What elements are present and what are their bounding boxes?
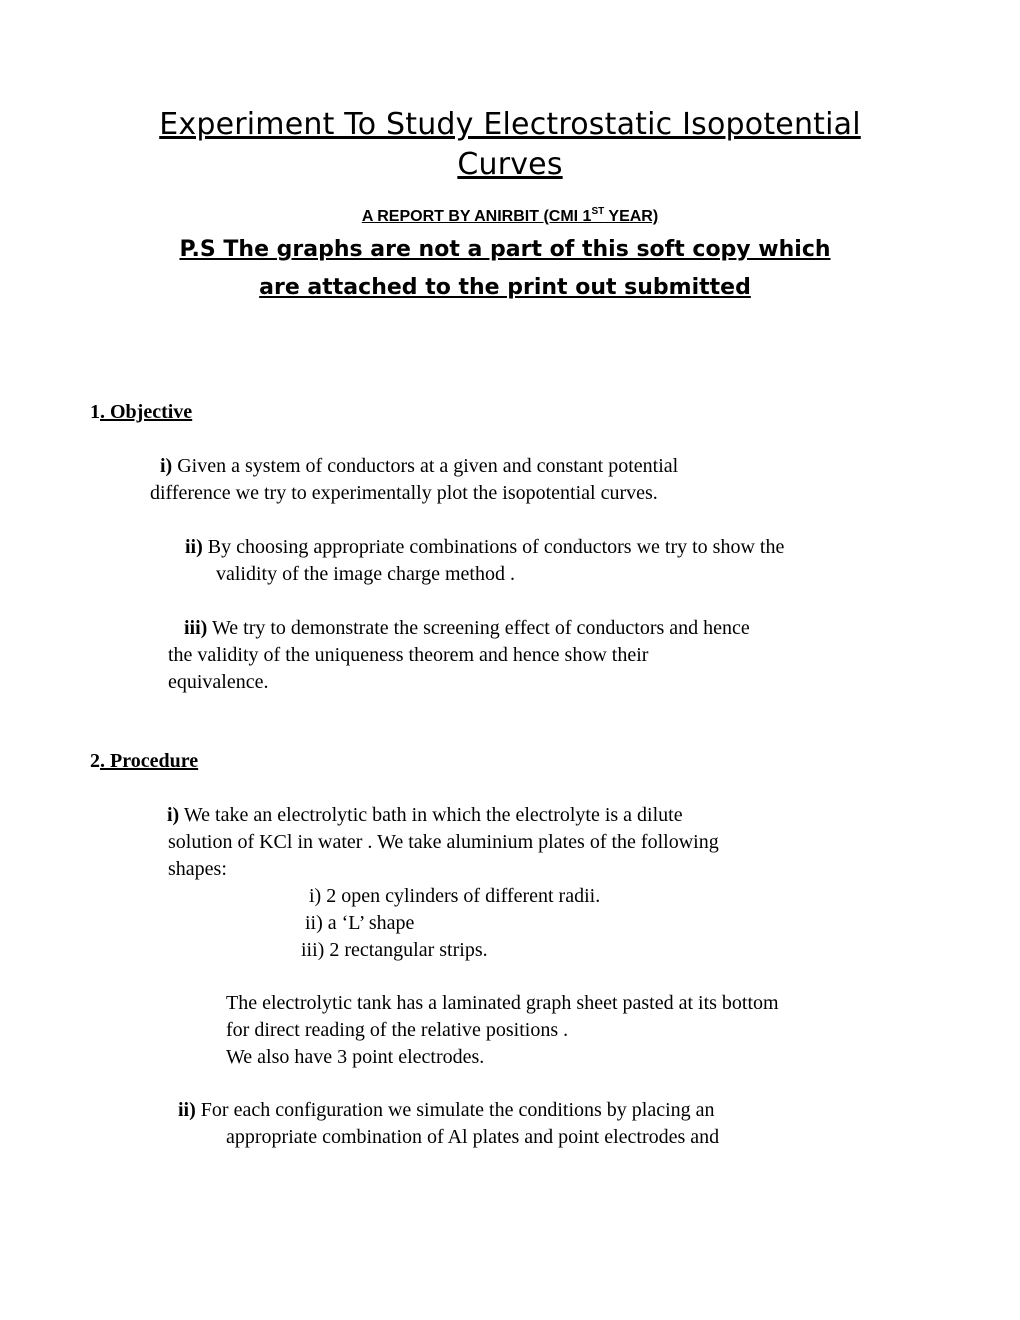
ps-note-line-2: are attached to the print out submitted [259,275,751,300]
objective-item-2-marker: ii) [185,536,203,558]
report-byline [0,206,1020,226]
shape-item-2: ii) a ‘L’ shape [305,912,415,934]
shape-item-1: i) 2 open cylinders of different radii. [309,885,601,907]
procedure-item-1-line-3: shapes: [168,858,227,880]
ps-note-line-1: P.S The graphs are not a part of this soft copy which [179,237,831,262]
objective-item-1-line-2: difference we try to experimentally plot the isopotential curves. [150,482,658,504]
objective-item-3-line-1 [184,615,750,642]
report-byline-suffix: YEAR) [604,208,659,225]
tank-description-line-3: We also have 3 point electrodes. [226,1046,485,1068]
procedure-item-2-text-1: For each configuration we simulate the conditions by placing an [195,1099,715,1121]
document-title-line-2: Curves [457,147,563,182]
objective-item-1-line-1 [160,453,678,480]
section-2-title: . Procedure [100,750,199,772]
section-2-heading [90,750,198,773]
document-title-line-1: Experiment To Study Electrostatic Isopotential [159,107,861,142]
procedure-item-1-line-2: solution of KCl in water . We take aluminium plates of the following [168,831,719,853]
objective-item-1-text-1: Given a system of conductors at a given and constant potential [172,455,679,477]
procedure-item-2-line-2: appropriate combination of Al plates and point electrodes and [226,1126,720,1148]
tank-description-line-2: for direct reading of the relative positions . [226,1019,569,1041]
procedure-item-2-line-1 [178,1097,715,1124]
procedure-item-1-line-1 [167,802,683,829]
objective-item-3-line-2: the validity of the uniqueness theorem and hence show their [168,644,649,666]
objective-item-3-text-1: We try to demonstrate the screening effect of conductors and hence [207,617,750,639]
tank-description-line-1: The electrolytic tank has a laminated graph sheet pasted at its bottom [226,992,779,1014]
shape-item-3: iii) 2 rectangular strips. [301,939,488,961]
section-1-title: . Objective [100,401,193,423]
procedure-item-1-text-1: We take an electrolytic bath in which the electrolyte is a dilute [179,804,683,826]
section-2-number: 2 [90,750,100,772]
objective-item-2-line-1 [185,534,784,561]
procedure-item-1-marker: i) [167,804,180,826]
section-1-number: 1 [90,401,100,423]
report-byline-superscript: ST [591,206,605,217]
report-byline-prefix: A REPORT BY ANIRBIT (CMI 1 [361,208,592,225]
objective-item-3-marker: iii) [184,617,208,639]
objective-item-3-line-3: equivalence. [168,671,269,693]
section-1-heading [90,401,192,424]
procedure-item-2-marker: ii) [178,1099,196,1121]
objective-item-1-marker: i) [160,455,173,477]
objective-item-2-line-2: validity of the image charge method . [216,563,515,585]
objective-item-2-text-1: By choosing appropriate combinations of conductors we try to show the [202,536,785,558]
